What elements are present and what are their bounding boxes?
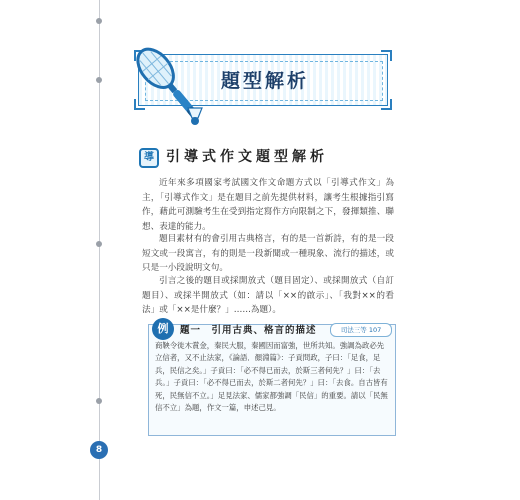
banner-corner xyxy=(381,99,392,110)
section-title: 引導式作文題型解析 xyxy=(166,149,328,165)
example-source-tag: 司法三等 107 xyxy=(330,323,392,337)
paragraph: 近年來多項國家考試國文作文命題方式以「引導式作文」為主，「引導式作文」是在題目之前先提供材料，讓考生根據指引寫作，藉此可測驗考生在受到指定寫作方向限制之下，發揮類推、聯想、表達的能力。 xyxy=(142,178,394,232)
paragraph: 引言之後的題目或採開放式（題目固定）、或採開放式（自訂題目）、或採半開放式（如：請以「××的啟示」、「我對××的看法」或「××是什麼？」……為題）。 xyxy=(142,276,394,315)
banner-corner xyxy=(381,50,392,61)
margin-rule xyxy=(99,0,100,500)
page-number: 8 xyxy=(90,441,108,459)
example-badge-icon: 例 xyxy=(152,318,174,340)
example-title: 題一 引用古典、格言的描述 xyxy=(180,325,317,336)
margin-dot xyxy=(96,241,102,247)
banner-title: 題型解析 xyxy=(220,70,309,92)
margin-dot xyxy=(96,18,102,24)
margin-dot xyxy=(96,398,102,404)
paragraph: 題目素材有的會引用古典格言，有的是一首新詩，有的是一段短文或一段寓言，有的則是一段新聞或一種現象、流行的描述，或只是一小段說明文句。 xyxy=(142,234,394,273)
section-badge-icon: 導 xyxy=(139,148,159,168)
margin-dot xyxy=(96,77,102,83)
example-body: 商鞅令徙木賞金，秦民大服，秦國因而富強，世所共知。強調為政必先立信者，又不止法家，《論語．顏淵篇》：子貢問政，子曰：「足食，足兵，民信之矣。」子貢曰：「必不得已而去，於斯三者何先？」曰：「去兵。」子貢曰：「必不得已而去，於斯二者何先？」曰：「去食。自古皆有死，民無信不立。」足見法家、儒家都強調「民信」的重要。請以「民無信不立」為題，作文一篇，申述己見。 xyxy=(155,341,388,413)
title-banner xyxy=(138,54,388,106)
